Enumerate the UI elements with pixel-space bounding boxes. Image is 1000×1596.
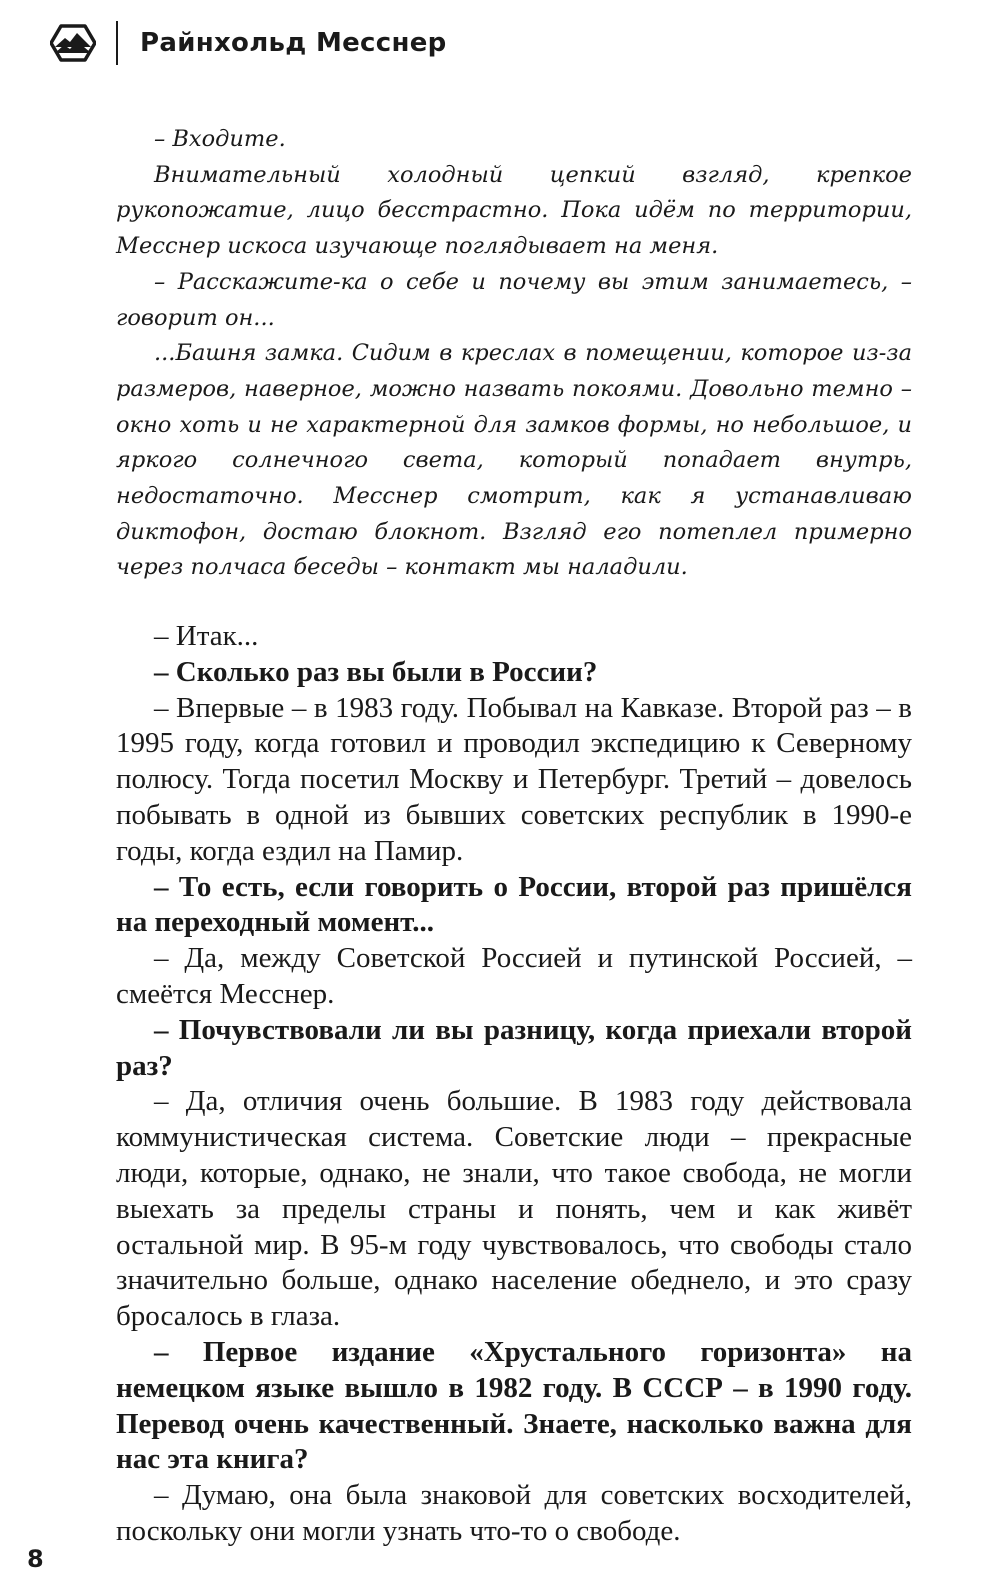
intro-section <box>116 122 912 586</box>
interview-answer: – Впервые – в 1983 году. Побывал на Кавказе. Второй раз – в 1995 году, когда готовил и проводил экспедицию к Северному полюсу. Тогда посетил Москву и Петербург. Третий – довелось побывать в одной из бывших советских республик в 1990-е годы, когда ездил на Памир. <box>116 691 912 867</box>
interview-answer: – Думаю, она была знаковой для советских восходителей, поскольку они могли узнать что-то о свободе. <box>116 1479 912 1547</box>
page-number: 8 <box>27 1545 44 1573</box>
author-name: Райнхольд Месснер <box>140 28 447 58</box>
interview-answer: – Итак... <box>154 620 259 652</box>
interview-section <box>116 619 912 1550</box>
intro-paragraph: – Входите. <box>154 126 286 152</box>
intro-paragraph: – Расскажите-ка о себе и почему вы этим занимаетесь, – говорит он... <box>116 268 912 331</box>
running-header <box>50 18 447 68</box>
interview-question: – То есть, если говорить о России, второй раз пришёлся на переходный момент... <box>116 870 912 939</box>
intro-paragraph: ...Башня замка. Сидим в креслах в помещении, которое из-за размеров, наверное, можно назвать покоями. Довольно темно – окно хоть и не характерной для замков формы, но небольшое, и яркого солнечного света, который попадает внутрь, недостаточно. Месснер смотрит, как я устанавливаю диктофон, достаю блокнот. Взгляд его потеплел примерно через полчаса беседы – контакт мы наладили. <box>116 340 912 581</box>
interview-answer: – Да, между Советской Россией и путинской Россией, – смеётся Месснер. <box>116 942 912 1010</box>
interview-question: – Почувствовали ли вы разницу, когда приехали второй раз? <box>116 1013 912 1082</box>
interview-answer: – Да, отличия очень большие. В 1983 году действовала коммунистическая система. Советские люди – прекрасные люди, которые, однако, не знали, что такое свобода, не могли выехать за пределы страны и понять, чем и как живёт остальной мир. В 95-м году чувствовалось, что свободы стало значительно больше, однако население обеднело, и это сразу бросалось в глаза. <box>116 1085 912 1333</box>
header-divider <box>116 21 118 65</box>
intro-paragraph: Внимательный холодный цепкий взгляд, крепкое рукопожатие, лицо бесстрастно. Пока идём по территории, Месснер искоса изучающе поглядывает на меня. <box>116 161 912 260</box>
interview-question: – Сколько раз вы были в России? <box>154 655 598 688</box>
interview-question: – Первое издание «Хрустального горизонта» на немецком языке вышло в 1982 году. В СССР – в 1990 году. Перевод очень качественный. Знаете, насколько важна для нас эта книга? <box>116 1335 912 1476</box>
mountain-peak-logo-icon <box>50 23 96 63</box>
